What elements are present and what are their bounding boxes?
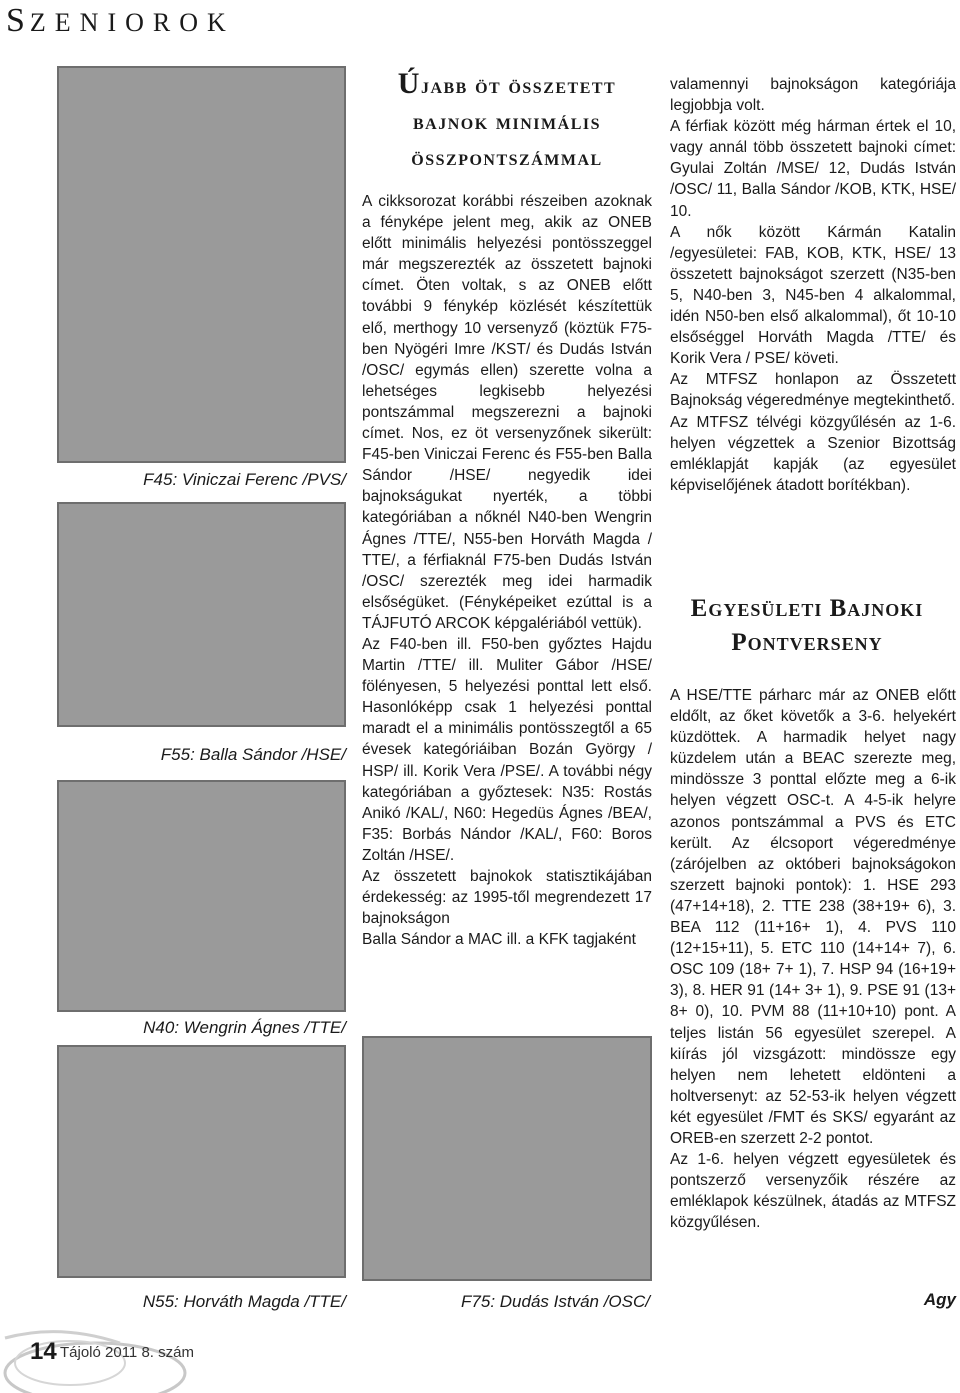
page-number: 14 bbox=[30, 1338, 57, 1365]
photo-horvath bbox=[57, 1045, 346, 1278]
photo-balla bbox=[57, 502, 346, 727]
section-title-first: S bbox=[6, 2, 30, 39]
subsection-paragraph: A HSE/TTE párharc már az ONEB előtt eldőlt, az őket követők a 3-6. helyekért küzdöttek. A harmadik helyet nagy küzdelem után a BEAC szerezte meg, mindössze 3 ponttal előzte meg a 6-ik helyen végzett OSC-t. A 4-5-ik helyre azonos pontszámmal a PVS és ETC került. Az élcsoport végeredménye (zárójelben az októberi bajnokságokon szerzett bajnoki pontok): 1. HSE 293 (47+14+18), 2. TTE 238 (38+19+ 6), 3. BEA 112 (11+16+ 1), 4. PVS 110 (12+15+11), 5. ETC 110 (14+14+ 7), 6. OSC 109 (18+ 7+ 1), 7. HSP 94 (16+19+ 3), 8. HER 91 (14+ 3+ 1), 9. PSE 91 (13+ 8+ 0), 10. PVM 88 (11+10+10) pont. A teljes listán 56 egyesület szerepel. A kiírás jól vizsgázott: mindössze egy helyen nem lehetett eldönteni a holtversenyt: az 52-53-ik helyen végzett két egyesület /FMT és SKS/ egyaránt az OREB-en szerzett 2-2 pontot. bbox=[670, 687, 956, 1147]
magazine-name: Tájoló 2011 8. szám bbox=[60, 1344, 194, 1361]
article-paragraph: A cikksorozat korábbi részeiben azoknak a fényképe jelent meg, akik az ONEB előtt minimális helyezési pontösszeggel már megszerezték az összetett bajnoki címet. Öten voltak, s az ONEB előtt további 9 fénykép közlését készítettük elő, merthogy 10 versenyző (köztük F75-ben Nyögéri Imre /KST/ és Dudás István /OSC/ egymás ellen) szerette volna a lehetséges legkisebb helyezési pontszámmal megszerezni a bajnoki címet. Nos, ez öt versenyzőnek sikerült: F45-ben Viniczai Ferenc és F55-ben Balla Sándor /HSE/ negyedik idei bajnokságukat nyerték, a többi kategóriában a nőknél N40-ben Wengrin Ágnes /TTE/, N55-ben Horváth Magda / TTE/, a férfiaknál F75-ben Dudás István /OSC/ szerezték meg idei harmadik elsőségüket. (Fényképeiket ezúttal is a TÁJFUTÓ ARCOK képgalériából vettük). bbox=[362, 193, 652, 632]
photo-viniczai bbox=[57, 66, 346, 463]
photo-caption-viniczai: F45: Viniczai Ferenc /PVS/ bbox=[143, 470, 346, 489]
article-column-1 bbox=[362, 191, 652, 950]
article-paragraph: A férfiak között még hárman értek el 10, vagy annál több összetett bajnoki címet: Gyulai Zoltán /MSE/ 12, Dudás István /OSC/ 11, Balla Sándor /KOB, KTK, HSE/ 10. bbox=[670, 118, 956, 220]
photo-caption-dudas: F75: Dudás István /OSC/ bbox=[461, 1292, 650, 1311]
section-title-rest: ZENIOROK bbox=[29, 8, 235, 37]
article-title bbox=[362, 66, 652, 176]
article-title-first: Ú bbox=[397, 67, 421, 100]
section-title bbox=[6, 2, 235, 40]
photo-wengrin bbox=[57, 780, 346, 1012]
subsection-body bbox=[670, 685, 956, 1233]
article-paragraph: Az MTFSZ télvégi közgyűlésén az 1-6. helyen végzettek a Szenior Bizottság emléklapját kapják (az egyesület képviselőjének átadott borítékban). bbox=[670, 413, 956, 494]
photo-dudas bbox=[362, 1036, 652, 1281]
photo-caption-wengrin: N40: Wengrin Ágnes /TTE/ bbox=[143, 1018, 346, 1037]
article-title-rest: jabb öt összetett bajnok minimális összpontszámmal bbox=[411, 73, 617, 170]
photo-caption-balla: F55: Balla Sándor /HSE/ bbox=[160, 745, 346, 764]
article-paragraph: valamennyi bajnokságon kategóriája legjobbja volt. bbox=[670, 76, 956, 115]
article-paragraph: Az összetett bajnokok statisztikájában érdekesség: az 1995-től megrendezett 17 bajnokságon bbox=[362, 868, 652, 928]
photo-caption-horvath: N55: Horváth Magda /TTE/ bbox=[142, 1292, 346, 1311]
article-paragraph: Balla Sándor a MAC ill. a KFK tagjaként bbox=[362, 931, 636, 949]
author-signature: Agy bbox=[923, 1290, 956, 1309]
subsection-paragraph: Az 1-6. helyen végzett egyesületek és pontszerző versenyzőik részére az emléklapok készülnek, átadás az MTFSZ közgyűlésen. bbox=[670, 1151, 956, 1232]
page-footer bbox=[0, 1318, 230, 1393]
article-paragraph: Az MTFSZ honlapon az Összetett Bajnokság végeredménye megtekinthető. bbox=[670, 371, 956, 410]
article-column-2 bbox=[670, 74, 956, 496]
article-paragraph: A nők között Kármán Katalin /egyesületei: FAB, KOB, KTK, HSE/ 13 összetett bajnokságot szerzett (N35-ben 5, N40-ben 3, N45-ben 4 alkalommal, idén N50-ben első alkalommal), őt 10-10 elsőséggel Horváth Magda /TTE/ és Korik Vera / PSE/ követi. bbox=[670, 223, 956, 368]
subsection-title: Egyesületi Bajnoki Pontverseny bbox=[690, 595, 924, 656]
article-paragraph: Az F40-ben ill. F50-ben győztes Hajdu Martin /TTE/ ill. Muliter Gábor /HSE/ fölényesen, 5 helyezési ponttal lett első. Hasonlóképp csak 1 helyezési ponttal maradt el a minimális pontösszegtől a 65 évesek kategóriáiban Bozán György / HSP/ ill. Korik Vera /PSE/. A további négy kategóriában a győztesek: N35: Rostás Anikó /KAL/, N60: Hegedüs Ágnes /BEA/, F35: Borbás Nándor /KAL/, F60: Boros Zoltán /HSE/. bbox=[362, 635, 652, 864]
